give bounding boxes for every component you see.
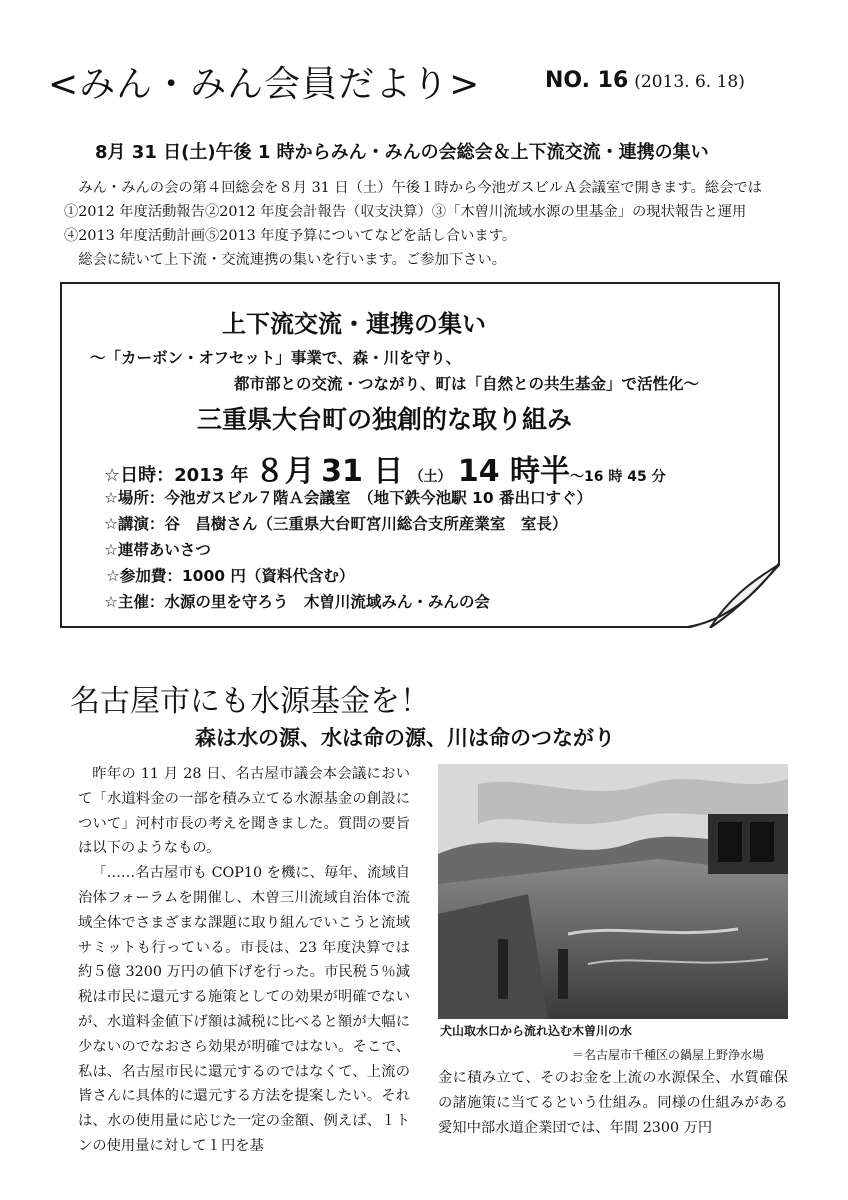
page-curl-decoration — [680, 562, 780, 628]
notice-headline: 8月 31 日(土)午後 1 時からみん・みんの会総会＆上下流交流・連携の集い — [95, 142, 709, 163]
issue-number: NO. 16 — [545, 68, 629, 93]
event-subline-2: 都市部との交流・つながり、町は「自然との共生基金」で活性化～ — [234, 375, 700, 393]
event-lecture: ☆講演：谷 昌樹さん（三重県大台町宮川総合支所産業室 室長） — [104, 515, 568, 533]
photo-credit: ＝名古屋市千種区の鍋屋上野浄水場 — [572, 1048, 765, 1062]
issue-info — [545, 68, 745, 93]
photo-caption: 犬山取水口から流れ込む木曽川の水 — [440, 1024, 633, 1038]
date-end: ～16 時 45 分 — [570, 469, 666, 485]
article-left-column — [78, 762, 410, 1159]
date-year: 2013 年 — [174, 465, 249, 486]
event-host: ☆主催：水源の里を守ろう 木曽川流域みん・みんの会 — [104, 593, 490, 611]
event-date — [104, 446, 666, 490]
event-place: ☆場所：今池ガスビル７階Ａ会議室 （地下鉄今池駅 10 番出口すぐ） — [104, 489, 593, 507]
article-right-column: 金に積み立て、そのお金を上流の水源保全、水質確保の諸施策に当てるという仕組み。同様の仕組みがある愛知中部水道企業団では、年間 2300 万円 — [438, 1070, 788, 1136]
date-month: ８月 — [254, 454, 315, 489]
issue-date: (2013. 6. 18) — [634, 72, 745, 92]
notice-paragraph-1: みん・みんの会の第４回総会を８月 31 日（土）午後１時から今池ガスビルＡ会議室で開きます。総会では①2012 年度活動報告②2012 年度会計報告（収支決算）③「木曽川流域水源の里基金」の現状報告と運用④2013 年度活動計画⑤2013 年度予算についてなどを話し合います。 — [64, 180, 763, 244]
event-subtitle: 三重県大台町の独創的な取り組み — [197, 405, 573, 434]
notice-paragraph-2: 総会に続いて上下流・交流連携の集いを行います。ご参加下さい。 — [78, 252, 507, 268]
article-subtitle: 森は水の源、水は命の源、川は命のつながり — [195, 725, 615, 750]
river-photo — [438, 764, 788, 1019]
article-paragraph-1: 昨年の 11 月 28 日、名古屋市議会本会議において「水道料金の一部を積み立てる水源基金の創設について」河村市長の考えを聞きました。質問の要旨は以下のようなもの。 — [78, 766, 410, 857]
event-subline-1: ～「カーボン・オフセット」事業で、森・川を守り、 — [90, 349, 462, 367]
date-weekday: （土） — [409, 469, 452, 485]
event-greeting: ☆連帯あいさつ — [104, 541, 211, 559]
date-start: 14 時半 — [457, 454, 571, 489]
date-label: ☆日時： — [104, 465, 175, 486]
event-fee: ☆参加費：1000 円（資料代含む） — [106, 567, 355, 585]
article-paragraph-2: 「……名古屋市も COP10 を機に、毎年、流域自治体フォーラムを開催し、木曽三川流域自治体で流域全体でさまざまな課題に取り組んでいこうと流域サミットも行っている。市長は、23 年度決算では約５億 3200 万円の値下げを行った。市民税５％減税は市民に還元する施策としての効果が明確でないが、水道料金値下げ額は減税に比べると額が大幅に少ないのでなおさら効果が明確ではない。そこで、私は、名古屋市民に還元するのではなくて、上流の皆さんに具体的に還元する方法を提案したい。それは、水の使用量に応じた一定の金額、例えば、１トンの使用量に対して１円を基 — [78, 865, 410, 1154]
newsletter-title: <みん・みん会員だより> — [48, 64, 481, 105]
article-heading: 名古屋市にも水源基金を！ — [70, 684, 430, 719]
event-title: 上下流交流・連携の集い — [222, 310, 486, 338]
event-box — [60, 282, 780, 628]
date-day: 31 日 — [321, 454, 404, 489]
